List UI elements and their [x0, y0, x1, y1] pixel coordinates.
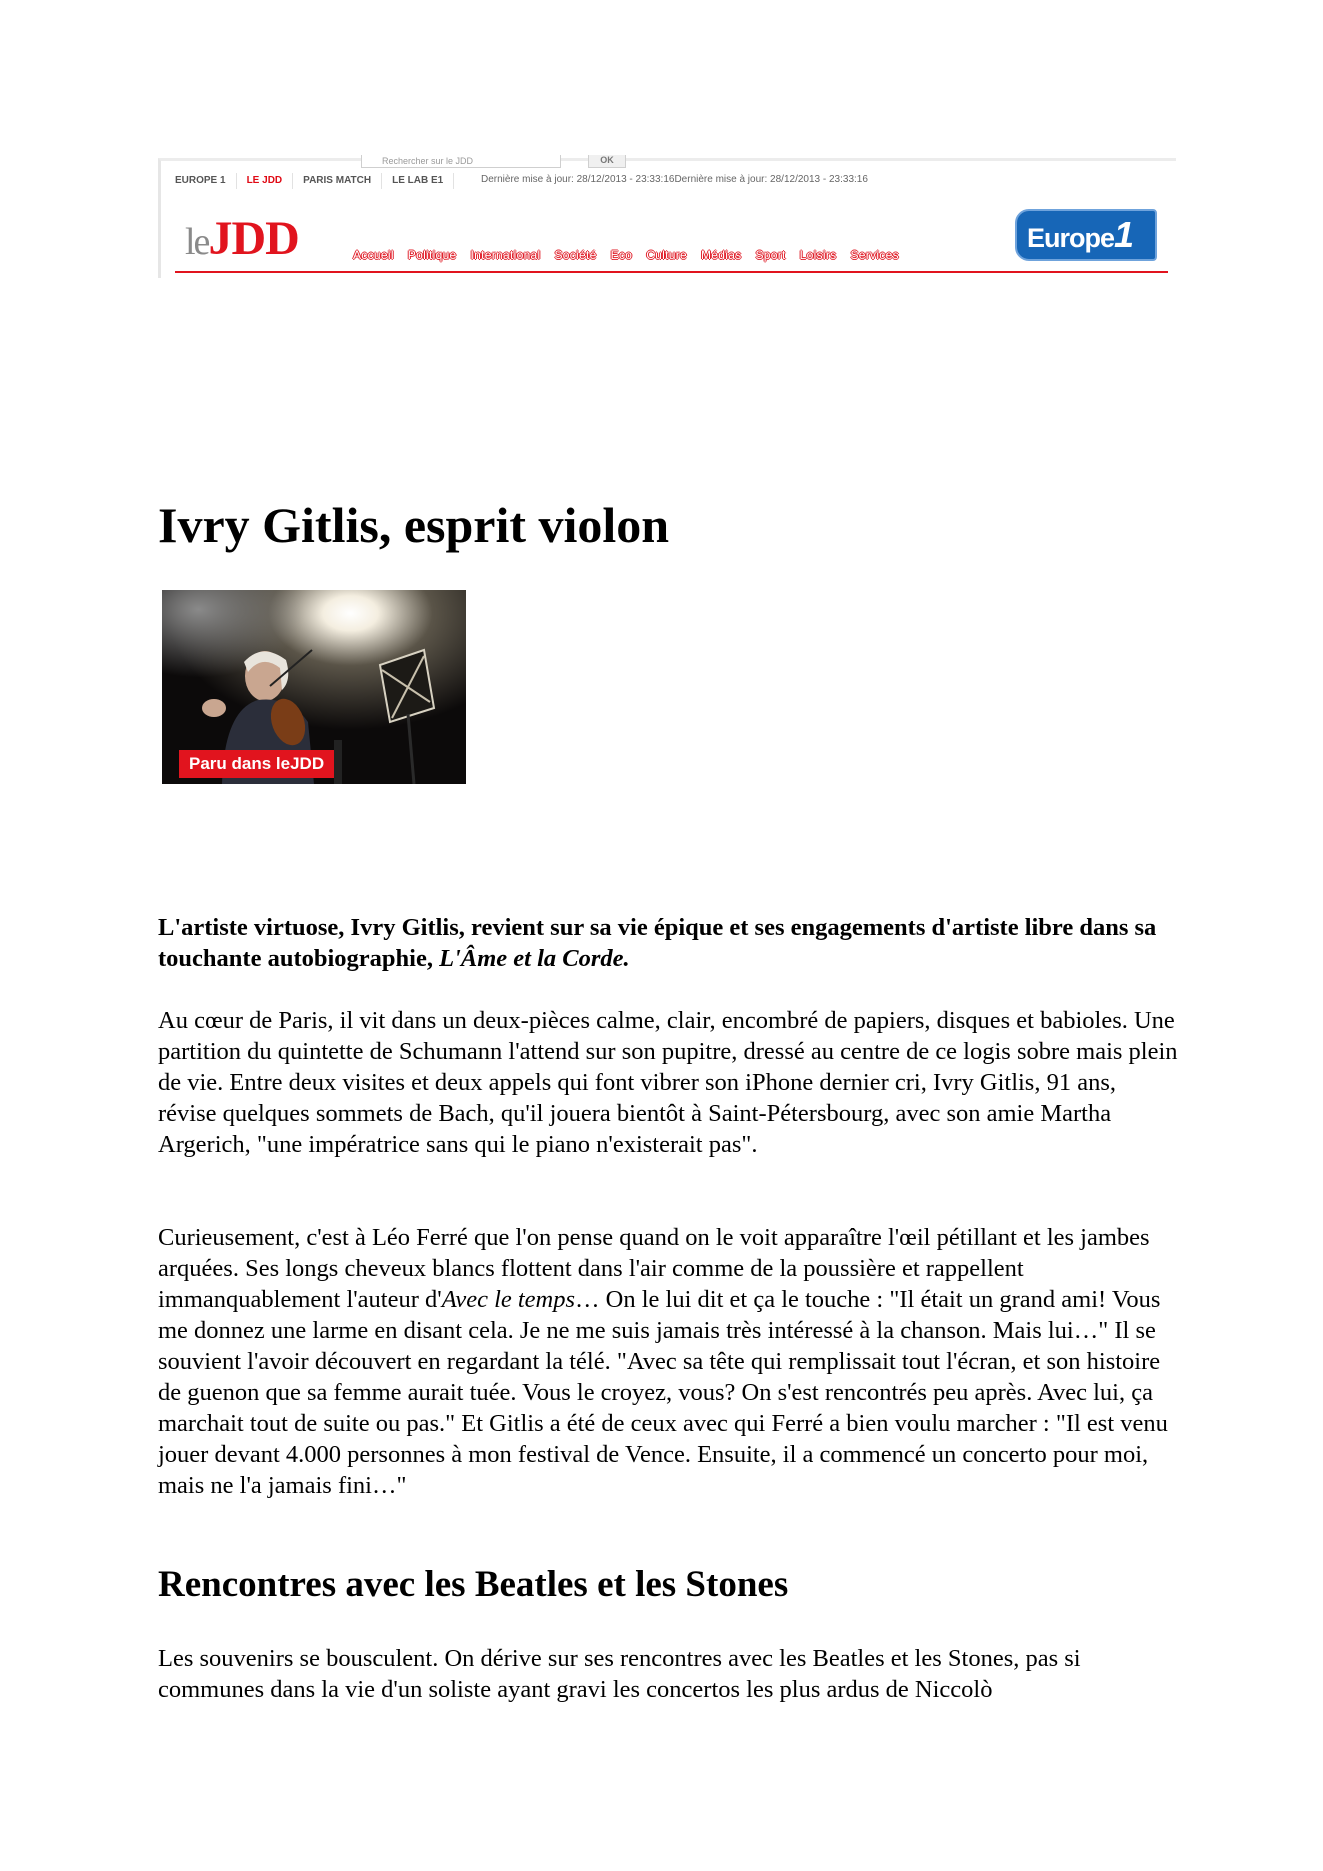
tab-lejdd[interactable]: LE JDD — [237, 173, 294, 189]
paragraph-2-part-2: … On le lui dit et ça le touche : "Il était un grand ami! Vous me donnez une larme en disant cela. Je ne me suis jamais très intéressé à la chanson. Mais lui…" Il se souvient l'avoir découvert en regardant la télé. "Avec sa tête qui remplissait tout l'écran, et son histoire de guenon que sa femme aurait tuée. Vous le croyez, vous? On s'est rencontrés peu après. Avec lui, ça marchait tout de suite ou pas." Et Gitlis a été de ceux avec qui Ferré a bien voulu marcher : "Il est venu jouer devant 4.000 personnes à mon festival de Vence. Ensuite, il a commencé un concerto pour moi, mais ne l'a jamais fini…" — [158, 1286, 1168, 1499]
logo-le: le — [185, 221, 209, 263]
article-title: Ivry Gitlis, esprit violon — [158, 497, 670, 553]
logo-jdd: JDD — [208, 212, 299, 265]
header-divider — [175, 271, 1168, 273]
article-subheading: Rencontres avec les Beatles et les Stones — [158, 1564, 789, 1605]
nav-item-sport[interactable]: Sport — [755, 248, 786, 262]
nav-item-medias[interactable]: Médias — [701, 248, 742, 262]
paragraph-2-song-title: Avec le temps — [441, 1286, 576, 1313]
article-paragraph-1: Au cœur de Paris, il vit dans un deux-pièces calme, clair, encombré de papiers, disques et babioles. Une partition du quintette de Schumann l'attend sur son pupitre, dressé au centre de ce logis sobre mais plein de vie. Entre deux visites et deux appels qui font vibrer son iPhone dernier cri, Ivry Gitlis, 91 ans, révise quelques sommets de Bach, qu'il jouera bientôt à Saint-Pétersbourg, avec son amie Martha Argerich, "une impératrice sans qui le piano n'existerait pas". — [158, 1007, 1178, 1158]
search-input[interactable]: Rechercher sur le JDD — [361, 155, 561, 168]
article-photo — [162, 590, 466, 784]
article-paragraph-3: Les souvenirs se bousculent. On dérive sur ses rencontres avec les Beatles et les Stones, pas si communes dans la vie d'un soliste ayant gravi les concertos les plus ardus de Niccolò — [158, 1645, 1081, 1703]
lejdd-logo[interactable] — [185, 211, 299, 265]
nav-item-politique[interactable]: Politique — [407, 248, 457, 262]
tab-paris-match[interactable]: PARIS MATCH — [293, 173, 382, 189]
nav-item-societe[interactable]: Société — [554, 248, 597, 262]
lead-book-title: L'Âme et la Corde. — [439, 945, 630, 972]
last-update-text: Dernière mise à jour: 28/12/2013 - 23:33:16Dernière mise à jour: 28/12/2013 - 23:33:16 — [481, 174, 868, 185]
photo-caption-badge: Paru dans leJDD — [179, 750, 334, 778]
network-tabs — [165, 170, 454, 192]
tab-europe1[interactable]: EUROPE 1 — [165, 173, 237, 189]
paragraph-2-part-1: Curieusement, c'est à Léo Ferré que l'on pense quand on le voit apparaître l'œil pétillant et les jambes arquées. Ses longs cheveux blancs flottent dans l'air comme de la poussière et rappellent immanquablement l'auteur d' — [158, 1224, 1150, 1313]
article-lead — [158, 912, 1178, 974]
europe1-logo-text: Europe — [1027, 223, 1115, 253]
tab-le-lab-e1[interactable]: LE LAB E1 — [382, 173, 454, 189]
lead-text: L'artiste virtuose, Ivry Gitlis, revient sur sa vie épique et ses engagements d'artiste libre dans sa touchante autobiographie, — [158, 914, 1157, 972]
site-header-banner — [158, 155, 1176, 278]
nav-item-international[interactable]: International — [470, 248, 541, 262]
nav-item-loisirs[interactable]: Loisirs — [799, 248, 837, 262]
article-paragraph-2 — [158, 1222, 1178, 1501]
europe1-logo[interactable] — [1015, 209, 1157, 261]
main-nav — [353, 248, 913, 262]
nav-item-culture[interactable]: Culture — [646, 248, 687, 262]
nav-item-accueil[interactable]: Accueil — [353, 248, 394, 262]
europe1-logo-number: 1 — [1114, 214, 1134, 255]
nav-item-services[interactable]: Services — [850, 248, 899, 262]
nav-item-eco[interactable]: Eco — [610, 248, 633, 262]
search-ok-button[interactable]: OK — [588, 155, 626, 168]
